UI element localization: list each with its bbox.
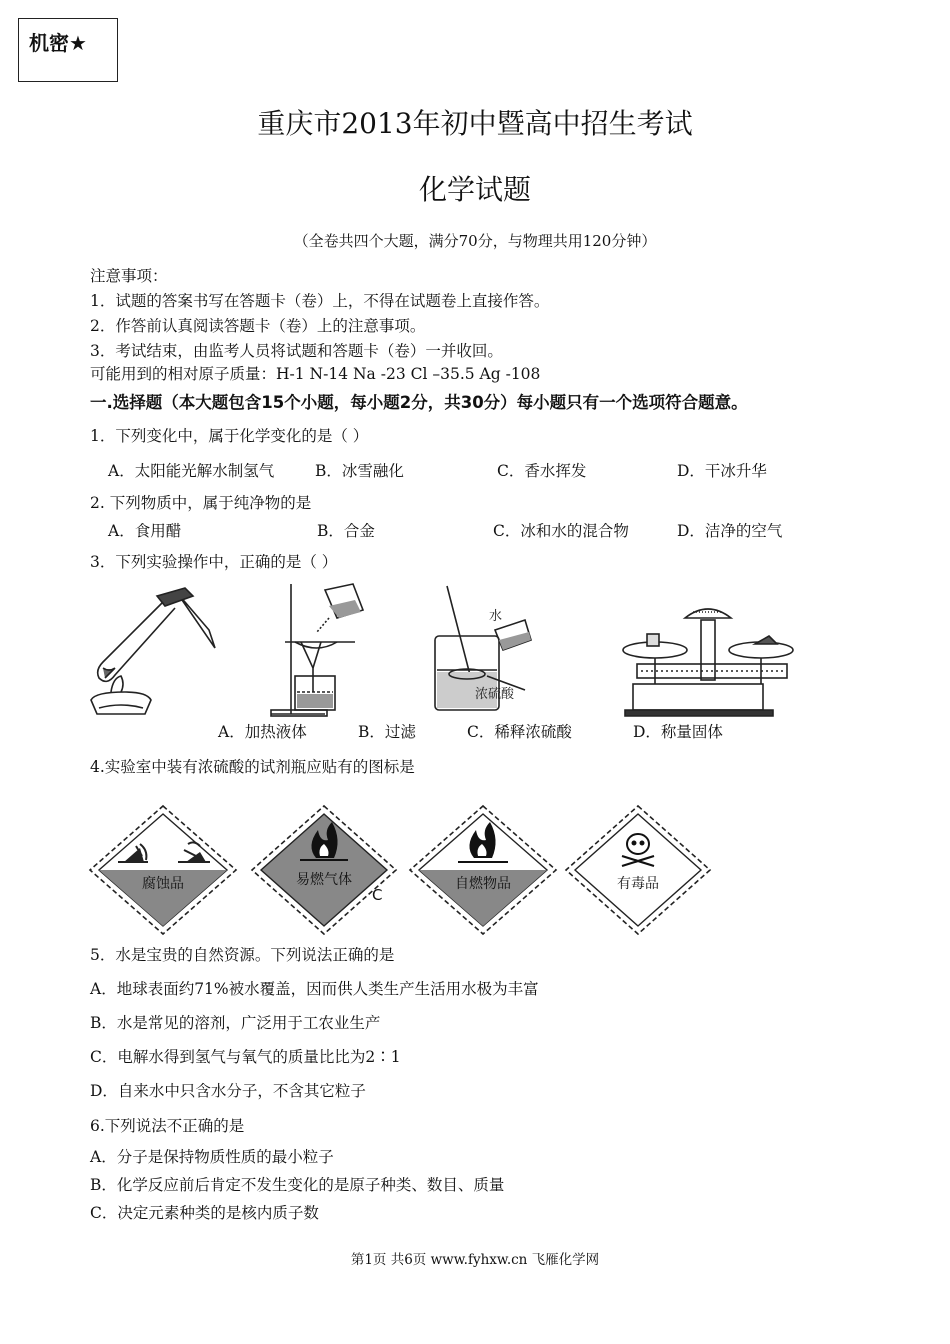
corrosive-label: 腐蚀品 xyxy=(142,876,184,892)
acid-label: 浓硫酸 xyxy=(475,687,515,702)
water-label: 水 xyxy=(489,609,503,624)
q5-option-c: C．电解水得到氢气与氧气的质量比比为2∶1 xyxy=(90,1048,401,1066)
self-igniting-sign xyxy=(410,806,556,934)
corrosive-sign xyxy=(90,806,236,934)
notes-heading: 注意事项： xyxy=(90,267,168,285)
toxic-sign xyxy=(566,806,710,934)
confidential-stamp xyxy=(18,18,118,82)
note-item: 2．作答前认真阅读答题卡（卷）上的注意事项。 xyxy=(90,317,426,335)
q6-option-c: C．决定元素种类的是核内质子数 xyxy=(90,1204,319,1222)
option-c-letter: C xyxy=(372,886,383,904)
hazard-signs-figure xyxy=(88,800,718,940)
flammable-gas-sign xyxy=(252,806,396,934)
toxic-label: 有毒品 xyxy=(617,876,659,892)
exam-subtitle: （全卷共四个大题，满分70分，与物理共用120分钟） xyxy=(293,232,657,250)
note-item: 3．考试结束，由监考人员将试题和答题卡（卷）一并收回。 xyxy=(90,342,503,360)
question-5-stem: 5．水是宝贵的自然资源。下列说法正确的是 xyxy=(90,946,395,964)
self-igniting-label: 自燃物品 xyxy=(455,876,511,892)
page-footer: 第1页 共6页 www.fyhxw.cn 飞雁化学网 xyxy=(350,1252,600,1268)
balance-illustration xyxy=(623,609,793,716)
subject-title: 化学试题 xyxy=(418,173,531,206)
note-item: 1．试题的答案书写在答题卡（卷）上，不得在试题卷上直接作答。 xyxy=(90,292,550,310)
lab-operations-figure xyxy=(85,580,805,720)
question-4-stem: 4.实验室中装有浓硫酸的试剂瓶应贴有的图标是 xyxy=(90,758,415,776)
q2-option-a: A．食用醋 xyxy=(108,522,182,540)
q2-option-c: C．冰和水的混合物 xyxy=(493,522,629,540)
q2-option-d: D．洁净的空气 xyxy=(677,522,783,540)
filtration-illustration xyxy=(271,584,363,716)
q5-option-d: D．自来水中只含水分子，不含其它粒子 xyxy=(90,1082,366,1100)
exam-title: 重庆市2013年初中暨高中招生考试 xyxy=(257,107,693,140)
q5-option-a: A．地球表面约71%被水覆盖，因而供人类生产生活用水极为丰富 xyxy=(90,980,539,998)
q3-option-c: C．稀释浓硫酸 xyxy=(467,723,572,741)
question-1-stem: 1．下列变化中，属于化学变化的是（ ） xyxy=(90,427,369,445)
q1-option-d: D．干冰升华 xyxy=(677,462,767,480)
question-6-stem: 6.下列说法不正确的是 xyxy=(90,1117,245,1135)
section-heading: 一.选择题（本大题包含15个小题，每小题2分，共30分）每小题只有一个选项符合题意。 xyxy=(90,393,748,412)
question-2-stem: 2. 下列物质中，属于纯净物的是 xyxy=(90,494,312,512)
q3-option-b: B．过滤 xyxy=(358,723,416,741)
flammable-gas-label: 易燃气体 xyxy=(296,872,352,888)
q5-option-b: B．水是常见的溶剂，广泛用于工农业生产 xyxy=(90,1014,381,1032)
q3-option-d: D．称量固体 xyxy=(633,723,723,741)
q3-option-a: A．加热液体 xyxy=(218,723,307,741)
heating-liquid-illustration xyxy=(91,588,215,714)
q6-option-b: B．化学反应前后肯定不发生变化的是原子种类、数目、质量 xyxy=(90,1176,505,1194)
q1-option-c: C．香水挥发 xyxy=(497,462,587,480)
q2-option-b: B．合金 xyxy=(317,522,375,540)
q1-option-b: B．冰雪融化 xyxy=(315,462,404,480)
question-3-stem: 3．下列实验操作中，正确的是（ ） xyxy=(90,553,338,571)
q6-option-a: A．分子是保持物质性质的最小粒子 xyxy=(90,1148,334,1166)
q1-option-a: A．太阳能光解水制氢气 xyxy=(108,462,275,480)
atomic-mass-line: 可能用到的相对原子质量：H-1 N-14 Na -23 Cl –35.5 Ag -108 xyxy=(90,365,541,383)
stamp-text: 机密★ xyxy=(29,31,87,55)
